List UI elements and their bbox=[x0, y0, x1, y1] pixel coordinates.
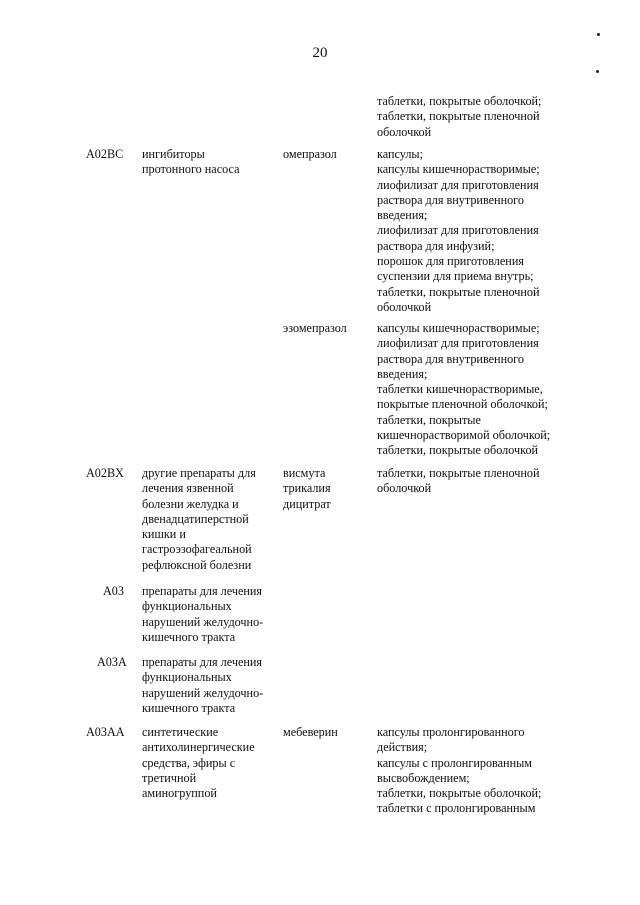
form-line: таблетки, покрытые bbox=[377, 412, 481, 427]
dosage-forms-continuation bbox=[377, 94, 577, 140]
drug-line: омепразол bbox=[283, 147, 337, 161]
drug-line: дицитрат bbox=[283, 496, 331, 511]
drug-name bbox=[283, 147, 373, 162]
form-line: таблетки, покрытые оболочкой bbox=[377, 443, 539, 458]
group-line: другие препараты для bbox=[142, 466, 256, 480]
drug-name bbox=[283, 725, 373, 740]
group-line: аминогруппой bbox=[142, 786, 217, 801]
form-line: таблетки, покрытые пленочной bbox=[377, 284, 540, 299]
group-line: лечения язвенной bbox=[142, 481, 234, 496]
form-line: таблетки, покрытые оболочкой; bbox=[377, 94, 542, 108]
group-line: кишечного тракта bbox=[142, 700, 236, 715]
form-line: порошок для приготовления bbox=[377, 254, 524, 269]
form-line: таблетки, покрытые пленочной bbox=[377, 109, 540, 124]
form-line: оболочкой bbox=[377, 124, 432, 139]
form-line: капсулы кишечнорастворимые; bbox=[377, 162, 540, 177]
dosage-forms bbox=[377, 466, 577, 497]
form-line: оболочкой bbox=[377, 481, 432, 496]
drug-line: трикалия bbox=[283, 481, 331, 496]
form-line: оболочкой bbox=[377, 299, 432, 314]
form-line: суспензии для приема внутрь; bbox=[377, 269, 534, 284]
group-line: гастроэзофагеальной bbox=[142, 542, 252, 557]
group-line: синтетические bbox=[142, 725, 219, 739]
form-line: высвобождением; bbox=[377, 770, 470, 785]
group-line: средства, эфиры с bbox=[142, 755, 236, 770]
scan-mark bbox=[596, 70, 599, 73]
group-line: протонного насоса bbox=[142, 162, 240, 177]
group-line: кишки и bbox=[142, 527, 186, 542]
form-line: действия; bbox=[377, 740, 428, 755]
atc-code: A03AA bbox=[86, 725, 125, 739]
atc-code: A03A bbox=[97, 655, 127, 669]
scan-mark bbox=[597, 33, 600, 36]
form-line: введения; bbox=[377, 366, 428, 381]
drug-line: эзомепразол bbox=[283, 321, 347, 335]
form-line: таблетки кишечнорастворимые, bbox=[377, 382, 543, 397]
drug-name bbox=[283, 321, 373, 336]
atc-code: A02BC bbox=[86, 147, 124, 161]
group-line: антихолинергические bbox=[142, 740, 255, 755]
atc-code: A02BX bbox=[86, 466, 124, 480]
form-line: раствора для внутривенного bbox=[377, 192, 524, 207]
pharmacological-group bbox=[142, 584, 278, 645]
drug-line: висмута bbox=[283, 466, 326, 480]
form-line: введения; bbox=[377, 208, 428, 223]
group-line: препараты для лечения bbox=[142, 584, 263, 598]
group-line: болезни желудка и bbox=[142, 496, 239, 511]
drug-line: мебеверин bbox=[283, 725, 338, 739]
form-line: таблетки, покрытые пленочной bbox=[377, 466, 540, 480]
form-line: лиофилизат для приготовления bbox=[377, 336, 539, 351]
form-line: раствора для инфузий; bbox=[377, 238, 495, 253]
group-line: функциональных bbox=[142, 670, 232, 685]
pharmacological-group bbox=[142, 725, 278, 801]
pharmacological-group bbox=[142, 466, 278, 573]
form-line: капсулы кишечнорастворимые; bbox=[377, 321, 540, 335]
form-line: раствора для внутривенного bbox=[377, 351, 524, 366]
page-number: 20 bbox=[312, 45, 328, 61]
group-line: функциональных bbox=[142, 599, 232, 614]
dosage-forms bbox=[377, 147, 577, 315]
atc-code: A03 bbox=[103, 584, 124, 598]
form-line: капсулы пролонгированного bbox=[377, 725, 525, 739]
group-line: нарушений желудочно- bbox=[142, 614, 264, 629]
form-line: покрытые пленочной оболочкой; bbox=[377, 397, 548, 412]
drug-name bbox=[283, 466, 373, 512]
group-line: третичной bbox=[142, 770, 197, 785]
form-line: капсулы; bbox=[377, 147, 423, 161]
group-line: нарушений желудочно- bbox=[142, 685, 264, 700]
form-line: лиофилизат для приготовления bbox=[377, 177, 539, 192]
dosage-forms bbox=[377, 725, 577, 817]
form-line: капсулы с пролонгированным bbox=[377, 755, 532, 770]
dosage-forms bbox=[377, 321, 577, 459]
group-line: препараты для лечения bbox=[142, 655, 263, 669]
form-line: таблетки с пролонгированным bbox=[377, 801, 536, 816]
pharmacological-group bbox=[142, 655, 278, 716]
pharmacological-group bbox=[142, 147, 278, 178]
form-line: лиофилизат для приготовления bbox=[377, 223, 539, 238]
group-line: двенадцатиперстной bbox=[142, 511, 249, 526]
group-line: рефлюксной болезни bbox=[142, 557, 252, 572]
group-line: кишечного тракта bbox=[142, 629, 236, 644]
form-line: кишечнорастворимой оболочкой; bbox=[377, 428, 551, 443]
form-line: таблетки, покрытые оболочкой; bbox=[377, 786, 542, 801]
group-line: ингибиторы bbox=[142, 147, 205, 161]
